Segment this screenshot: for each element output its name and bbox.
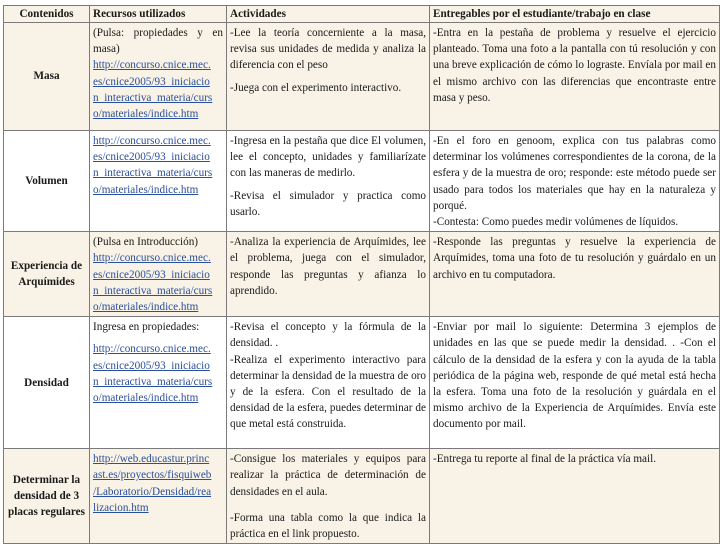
row-volumen: [4, 131, 720, 232]
entregables-masa: -Entra en la pestaña de problema y resuelve el ejercicio planteado. Toma una foto a la pantalla con tú resolución y con una breve explicación de cómo lo lograste. Envíala por mail en el mismo archivo con las diferencias que encontraste entre masa y peso.: [430, 23, 720, 131]
recursos-arquimides: [90, 232, 227, 317]
entregables-arquimides: -Responde las preguntas y resuelve la experiencia de Arquímides, toma una foto de tu resolución y guárdalo en un archivo en tu computadora.: [430, 232, 720, 317]
resource-link-densidad[interactable]: http://concurso.cnice.mec. es/cnice2005/93_iniciacio n_interactiva_materia/curs o/materiales/indice.htm: [93, 343, 213, 405]
topic-placas: Determinar la densidad de 3 placas regulares: [4, 449, 90, 544]
topic-volumen: Volumen: [4, 131, 90, 232]
entregables-densidad: -Enviar por mail lo siguiente: Determina 3 ejemplos de unidades en las que se puede medir la densidad. . -Con el cálculo de la densidad de la esfera y con la ayuda de la tabla periódica de la página web, responde de qué metal está hecha la esfera. Toma una foto de la resolución y guárdala en el mismo archivo de la Experiencia de Arquímides. Envía este documento por mail.: [430, 317, 720, 449]
row-placas: [4, 449, 720, 544]
activities-table: [3, 5, 720, 544]
recursos-intro: Ingresa en propiedades:: [93, 321, 200, 334]
header-row: [4, 6, 720, 23]
resource-link-arquimides[interactable]: http://concurso.cnice.mec. es/cnice2005/93_iniciacio n_interactiva_materia/curs o/materiales/indice.htm: [93, 252, 213, 314]
topic-masa: Masa: [4, 23, 90, 131]
recursos-volumen: [90, 131, 227, 232]
recursos-intro: (Pulsa: propiedades y en masa): [93, 27, 223, 56]
row-arquimides: [4, 232, 720, 317]
entregables-volumen: -En el foro en genoom, explica con tus palabras como determinar los volúmenes correspondientes de la corona, de la esfera y de la muestra de oro; responde: este método puede ser usado para todos los materiales que hay en la naturaleza y porqué. -Contesta: Como puedes medir volúmenes de líquidos.: [430, 131, 720, 232]
row-densidad: [4, 317, 720, 449]
resource-link-placas[interactable]: http://web.educastur.princ ast.es/proyectos/fisquiweb /Laboratorio/Densidad/rea lizacion.htm: [93, 453, 212, 514]
header-contenidos: Contenidos: [4, 6, 90, 23]
actividades-placas: -Consigue los materiales y equipos para realizar la práctica de determinación de densidades en el aula. -Forma una tabla como la que indica la práctica en el link propuesto.: [227, 449, 430, 544]
recursos-densidad: [90, 317, 227, 449]
header-actividades: Actividades: [227, 6, 430, 23]
recursos-masa: [90, 23, 227, 131]
header-entregables: Entregables por el estudiante/trabajo en clase: [430, 6, 720, 23]
recursos-placas: [90, 449, 227, 544]
resource-link-volumen[interactable]: http://concurso.cnice.mec. es/cnice2005/93_iniciacio n_interactiva_materia/curs o/materiales/indice.htm: [93, 135, 213, 196]
actividades-densidad: -Revisa el concepto y la fórmula de la densidad. . -Realiza el experimento interactivo para determinar la densidad de la muestra de oro y de la esfera. Con el resultado de la densidad de la esfera, puedes determinar de que metal está construida.: [227, 317, 430, 449]
topic-densidad: Densidad: [4, 317, 90, 449]
recursos-intro: (Pulsa en Introducción): [93, 236, 199, 249]
actividades-masa: -Lee la teoría concerniente a la masa, revisa sus unidades de medida y analiza la diferencia con el peso -Juega con el experimento interactivo.: [227, 23, 430, 131]
resource-link-masa[interactable]: http://concurso.cnice.mec. es/cnice2005/93_iniciacio n_interactiva_materia/curs o/materiales/indice.htm: [93, 59, 213, 121]
row-masa: [4, 23, 720, 131]
entregables-placas: -Entrega tu reporte al final de la práctica vía mail.: [430, 449, 720, 544]
actividades-volumen: -Ingresa en la pestaña que dice El volumen, lee el concepto, unidades y familiarízate con las maneras de medirlo. -Revisa el simulador y practica como usarlo.: [227, 131, 430, 232]
header-recursos: Recursos utilizados: [90, 6, 227, 23]
actividades-arquimides: -Analiza la experiencia de Arquímides, lee el problema, juega con el simulador, responde las preguntas y afianza lo aprendido.: [227, 232, 430, 317]
topic-arquimides: Experiencia de Arquímides: [4, 232, 90, 317]
